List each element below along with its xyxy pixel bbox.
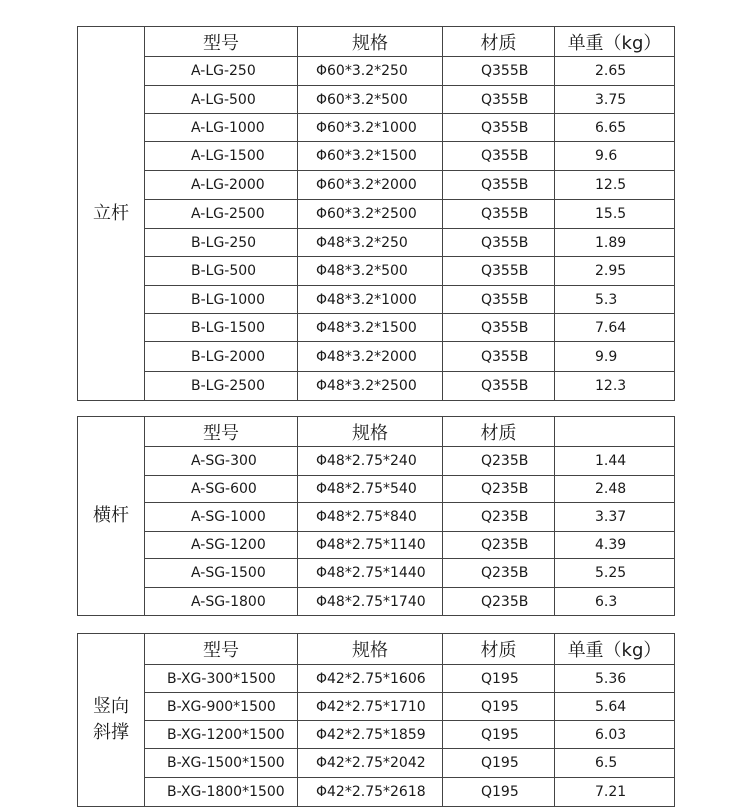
table-row: [78, 257, 675, 286]
cell-material: Q355B: [443, 171, 555, 200]
cell-model: B-XG-1500*1500: [145, 749, 298, 778]
cell-unit-weight: 2.48: [555, 476, 675, 503]
cell-model: B-XG-300*1500: [145, 665, 298, 693]
table-row: [78, 476, 675, 503]
header-material: 材质: [443, 417, 555, 447]
cell-material: Q355B: [443, 229, 555, 257]
cell-material: Q235B: [443, 588, 555, 616]
header-model: 型号: [145, 27, 298, 57]
cell-unit-weight: 3.75: [555, 86, 675, 114]
cell-spec: Φ48*2.75*540: [298, 476, 443, 503]
cell-model: A-LG-1000: [145, 114, 298, 142]
cell-material: Q355B: [443, 200, 555, 229]
header-row: [78, 417, 675, 447]
cell-model: A-LG-2500: [145, 200, 298, 229]
table-row: [78, 229, 675, 257]
table-row: [78, 142, 675, 171]
cell-material: Q195: [443, 693, 555, 721]
table-row: [78, 503, 675, 532]
table-row: [78, 171, 675, 200]
cell-model: B-LG-500: [145, 257, 298, 286]
cell-spec: Φ42*2.75*1606: [298, 665, 443, 693]
cell-unit-weight: 12.5: [555, 171, 675, 200]
cell-material: Q355B: [443, 114, 555, 142]
cell-spec: Φ42*2.75*2618: [298, 778, 443, 807]
cell-model: B-XG-1800*1500: [145, 778, 298, 807]
cell-model: A-SG-1200: [145, 532, 298, 559]
header-row: [78, 634, 675, 665]
cell-unit-weight: 6.5: [555, 749, 675, 778]
cell-model: B-XG-1200*1500: [145, 721, 298, 749]
table-row: [78, 778, 675, 807]
cell-model: A-LG-250: [145, 57, 298, 86]
cell-spec: Φ42*2.75*1859: [298, 721, 443, 749]
cell-spec: Φ48*2.75*1140: [298, 532, 443, 559]
cell-model: B-LG-1000: [145, 286, 298, 314]
cell-spec: Φ60*3.2*1000: [298, 114, 443, 142]
cell-unit-weight: 5.25: [555, 559, 675, 588]
diagonal-brace-table: [77, 633, 675, 807]
header-material: 材质: [443, 634, 555, 665]
cell-material: Q235B: [443, 503, 555, 532]
cell-material: Q355B: [443, 372, 555, 401]
cell-model: A-LG-2000: [145, 171, 298, 200]
table-row: [78, 588, 675, 616]
cell-material: Q235B: [443, 447, 555, 476]
table-row: [78, 693, 675, 721]
cell-model: A-SG-1000: [145, 503, 298, 532]
cell-material: Q355B: [443, 57, 555, 86]
cell-model: A-SG-1800: [145, 588, 298, 616]
cell-unit-weight: 6.65: [555, 114, 675, 142]
header-spec: 规格: [298, 27, 443, 57]
cell-material: Q355B: [443, 257, 555, 286]
cell-material: Q355B: [443, 142, 555, 171]
horizontal-bar-table: [77, 416, 675, 616]
cell-unit-weight: 1.89: [555, 229, 675, 257]
cell-model: B-LG-1500: [145, 314, 298, 342]
table-row: [78, 342, 675, 372]
table-row: [78, 57, 675, 86]
table-row: [78, 86, 675, 114]
cell-material: Q195: [443, 749, 555, 778]
cell-model: B-LG-2500: [145, 372, 298, 401]
header-material: 材质: [443, 27, 555, 57]
cell-unit-weight: 7.64: [555, 314, 675, 342]
table-row: [78, 372, 675, 401]
header-row: [78, 27, 675, 57]
cell-unit-weight: 2.65: [555, 57, 675, 86]
header-unit-weight: [555, 417, 675, 447]
cell-spec: Φ60*3.2*250: [298, 57, 443, 86]
cell-unit-weight: 1.44: [555, 447, 675, 476]
cell-unit-weight: 7.21: [555, 778, 675, 807]
cell-spec: Φ48*3.2*2500: [298, 372, 443, 401]
cell-model: A-SG-600: [145, 476, 298, 503]
table-row: [78, 447, 675, 476]
cell-unit-weight: 9.9: [555, 342, 675, 372]
cell-material: Q355B: [443, 314, 555, 342]
table-row: [78, 114, 675, 142]
header-spec: 规格: [298, 634, 443, 665]
cell-spec: Φ48*3.2*2000: [298, 342, 443, 372]
header-unit-weight: 单重（kg）: [555, 634, 675, 665]
cell-model: A-LG-1500: [145, 142, 298, 171]
cell-spec: Φ60*3.2*2500: [298, 200, 443, 229]
cell-unit-weight: 12.3: [555, 372, 675, 401]
category-label: 竖向 斜撑: [78, 634, 145, 807]
cell-unit-weight: 3.37: [555, 503, 675, 532]
header-model: 型号: [145, 417, 298, 447]
cell-material: Q195: [443, 721, 555, 749]
table-row: [78, 286, 675, 314]
cell-unit-weight: 4.39: [555, 532, 675, 559]
cell-model: B-LG-250: [145, 229, 298, 257]
cell-spec: Φ48*3.2*500: [298, 257, 443, 286]
cell-spec: Φ48*2.75*1440: [298, 559, 443, 588]
cell-model: A-SG-300: [145, 447, 298, 476]
cell-unit-weight: 5.64: [555, 693, 675, 721]
header-unit-weight: 单重（kg）: [555, 27, 675, 57]
category-label: 横杆: [78, 417, 145, 616]
cell-material: Q355B: [443, 286, 555, 314]
header-model: 型号: [145, 634, 298, 665]
table-row: [78, 314, 675, 342]
cell-material: Q355B: [443, 86, 555, 114]
cell-unit-weight: 15.5: [555, 200, 675, 229]
cell-material: Q235B: [443, 476, 555, 503]
table-row: [78, 559, 675, 588]
category-label: 立杆: [78, 27, 145, 401]
cell-material: Q195: [443, 778, 555, 807]
cell-spec: Φ48*3.2*1500: [298, 314, 443, 342]
cell-unit-weight: 5.3: [555, 286, 675, 314]
cell-unit-weight: 6.3: [555, 588, 675, 616]
cell-model: A-SG-1500: [145, 559, 298, 588]
cell-unit-weight: 5.36: [555, 665, 675, 693]
cell-model: A-LG-500: [145, 86, 298, 114]
cell-material: Q195: [443, 665, 555, 693]
table-row: [78, 532, 675, 559]
cell-spec: Φ48*2.75*1740: [298, 588, 443, 616]
cell-spec: Φ60*3.2*500: [298, 86, 443, 114]
cell-material: Q355B: [443, 342, 555, 372]
cell-spec: Φ60*3.2*1500: [298, 142, 443, 171]
cell-spec: Φ48*2.75*240: [298, 447, 443, 476]
cell-spec: Φ60*3.2*2000: [298, 171, 443, 200]
cell-unit-weight: 2.95: [555, 257, 675, 286]
cell-spec: Φ48*3.2*1000: [298, 286, 443, 314]
cell-model: B-XG-900*1500: [145, 693, 298, 721]
cell-spec: Φ48*2.75*840: [298, 503, 443, 532]
cell-spec: Φ42*2.75*2042: [298, 749, 443, 778]
cell-unit-weight: 9.6: [555, 142, 675, 171]
cell-unit-weight: 6.03: [555, 721, 675, 749]
table-row: [78, 665, 675, 693]
cell-material: Q235B: [443, 532, 555, 559]
vertical-pole-table: [77, 26, 675, 401]
cell-model: B-LG-2000: [145, 342, 298, 372]
cell-spec: Φ42*2.75*1710: [298, 693, 443, 721]
table-row: [78, 200, 675, 229]
table-row: [78, 749, 675, 778]
header-spec: 规格: [298, 417, 443, 447]
cell-spec: Φ48*3.2*250: [298, 229, 443, 257]
cell-material: Q235B: [443, 559, 555, 588]
table-row: [78, 721, 675, 749]
